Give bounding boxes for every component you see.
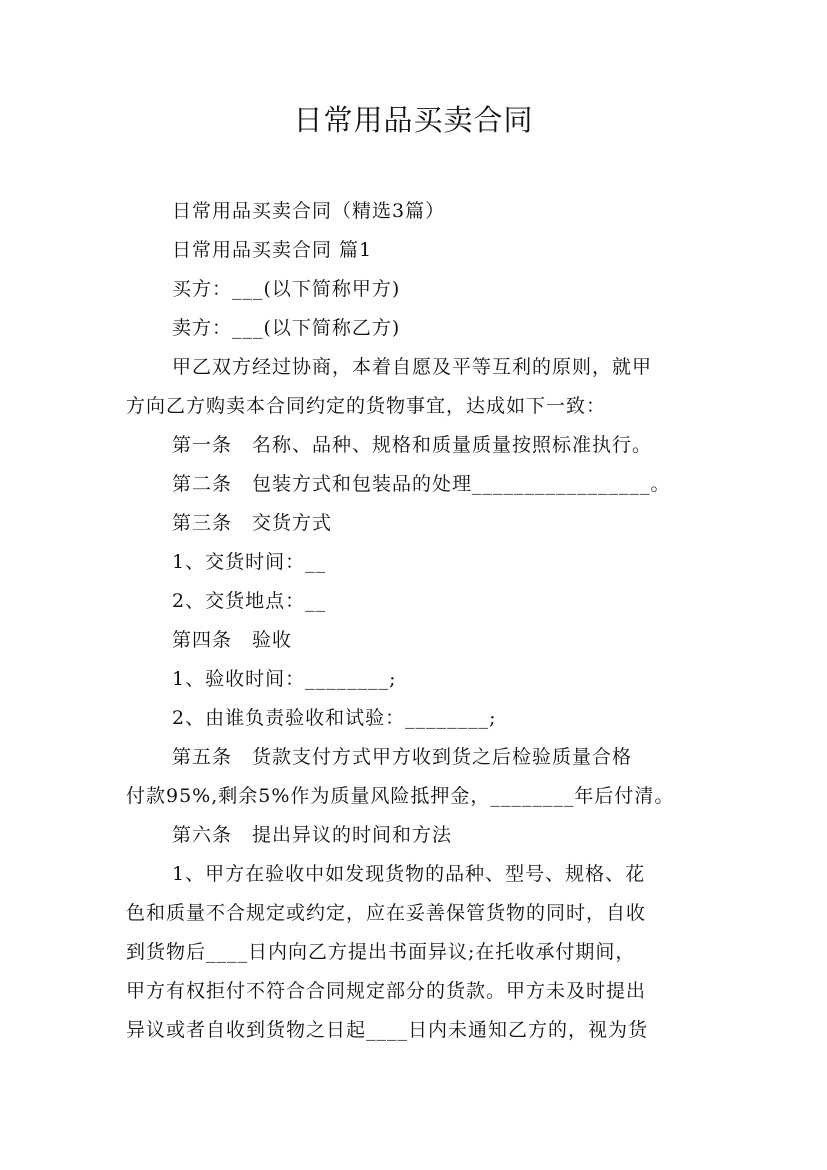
text-line: 甲方有权拒付不符合合同规定部分的货款。甲方未及时提出 xyxy=(126,980,647,1002)
text-line: 到货物后____日内向乙方提出书面异议;在托收承付期间， xyxy=(126,941,636,963)
text-line: 第一条 名称、品种、规格和质量质量按照标准执行。 xyxy=(172,434,653,456)
text-line: 异议或者自收到货物之日起____日内未通知乙方的，视为货 xyxy=(126,1019,649,1041)
text-line: 买方：___(以下简称甲方) xyxy=(172,278,401,300)
text-line: 第四条 验收 xyxy=(172,629,293,651)
text-line: 第五条 货款支付方式甲方收到货之后检验质量合格 xyxy=(172,746,633,768)
text-line: 卖方：___(以下简称乙方) xyxy=(172,317,401,339)
text-line: 1、验收时间：________; xyxy=(172,668,397,690)
text-line: 甲乙双方经过协商，本着自愿及平等互利的原则，就甲 xyxy=(172,356,653,378)
text-line: 1、甲方在验收中如发现货物的品种、型号、规格、花 xyxy=(172,863,646,885)
text-line: 第三条 交货方式 xyxy=(172,512,333,534)
text-line: 第二条 包装方式和包装品的处理_________________。 xyxy=(172,473,671,495)
text-line: 付款95%,剩余5%作为质量风险抵押金，________年后付清。 xyxy=(126,785,675,807)
text-line: 日常用品买卖合同 篇1 xyxy=(172,239,373,261)
text-line: 第六条 提出异议的时间和方法 xyxy=(172,824,453,846)
document-title: 日常用品买卖合同 xyxy=(293,103,534,137)
text-line: 方向乙方购卖本合同约定的货物事宜，达成如下一致： xyxy=(126,395,607,417)
text-line: 色和质量不合规定或约定，应在妥善保管货物的同时，自收 xyxy=(126,902,647,924)
text-line: 1、交货时间：__ xyxy=(172,551,327,573)
text-line: 2、交货地点：__ xyxy=(172,590,327,612)
text-line: 2、由谁负责验收和试验：________; xyxy=(172,707,497,729)
text-line: 日常用品买卖合同（精选3篇） xyxy=(172,200,446,222)
